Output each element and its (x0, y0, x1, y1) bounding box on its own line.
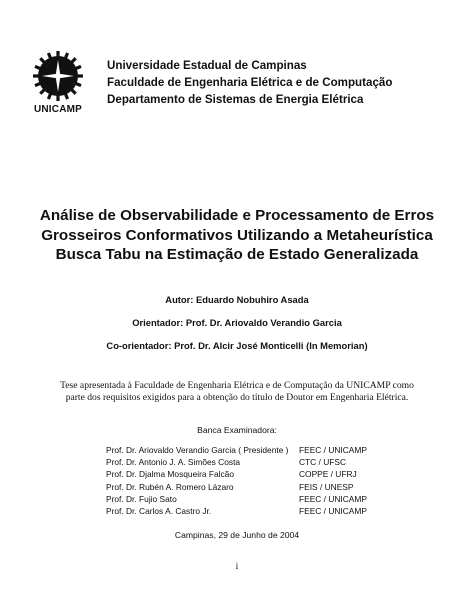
thesis-statement (0, 380, 474, 404)
member-name: Prof. Dr. Antonio J. A. Simões Costa (106, 457, 241, 468)
logo-text: UNICAMP (33, 104, 83, 115)
member-name: Prof. Dr. Fujio Sato (106, 493, 177, 504)
place-date: Campinas, 29 de Junho de 2004 (174, 530, 300, 540)
thesis-title (0, 206, 474, 265)
member-name: Prof. Dr. Djalma Mosqueira Falcão (106, 469, 234, 480)
faculty-name: Faculdade de Engenharia Elétrica e de Computação (107, 76, 393, 89)
member-affiliation: COPPE / UFRJ (299, 469, 357, 480)
university-name: Universidade Estadual de Campinas (107, 59, 307, 72)
table-row (106, 505, 367, 517)
thesis-statement-line-1: Tese apresentada à Faculdade de Engenharia Elétrica e de Computação da UNICAMP como (60, 380, 414, 391)
unicamp-logo (27, 50, 89, 118)
table-row (106, 456, 367, 468)
advisor-line: Orientador: Prof. Dr. Ariovaldo Verandio Garcia (132, 317, 342, 328)
member-affiliation: FEEC / UNICAMP (299, 445, 367, 455)
title-line-3: Busca Tabu na Estimação de Estado Generalizada (55, 246, 419, 263)
table-row (106, 468, 367, 480)
member-affiliation: CTC / UFSC (299, 457, 346, 468)
member-affiliation: FEIS / UNESP (299, 481, 354, 492)
member-affiliation: FEEC / UNICAMP (299, 506, 367, 517)
member-name: Prof. Dr. Rubén A. Romero Lázaro (106, 481, 234, 492)
thesis-statement-line-2: parte dos requisitos exigidos para a obtenção do título de Doutor em Engenharia Elétrica. (65, 392, 409, 403)
member-name: Prof. Dr. Ariovaldo Verandio Garcia ( Presidente ) (106, 445, 289, 455)
board-table (106, 444, 367, 517)
table-row (106, 444, 367, 456)
page-number: i (235, 561, 239, 572)
institution-header (107, 57, 392, 108)
board-title: Banca Examinadora: (197, 425, 277, 435)
author-line: Autor: Eduardo Nobuhiro Asada (165, 294, 309, 305)
unicamp-logo-icon (27, 50, 89, 102)
coadvisor-line: Co-orientador: Prof. Dr. Alcir José Monticelli (In Memorian) (106, 340, 368, 351)
title-line-1: Análise de Observabilidade e Processamento de Erros (39, 207, 435, 224)
table-row (106, 481, 367, 493)
department-name: Departamento de Sistemas de Energia Elétrica (107, 93, 364, 106)
table-row (106, 493, 367, 505)
member-affiliation: FEEC / UNICAMP (299, 493, 367, 504)
title-line-2: Grosseiros Conformativos Utilizando a Metaheurística (41, 226, 433, 244)
member-name: Prof. Dr. Carlos A. Castro Jr. (106, 506, 212, 517)
